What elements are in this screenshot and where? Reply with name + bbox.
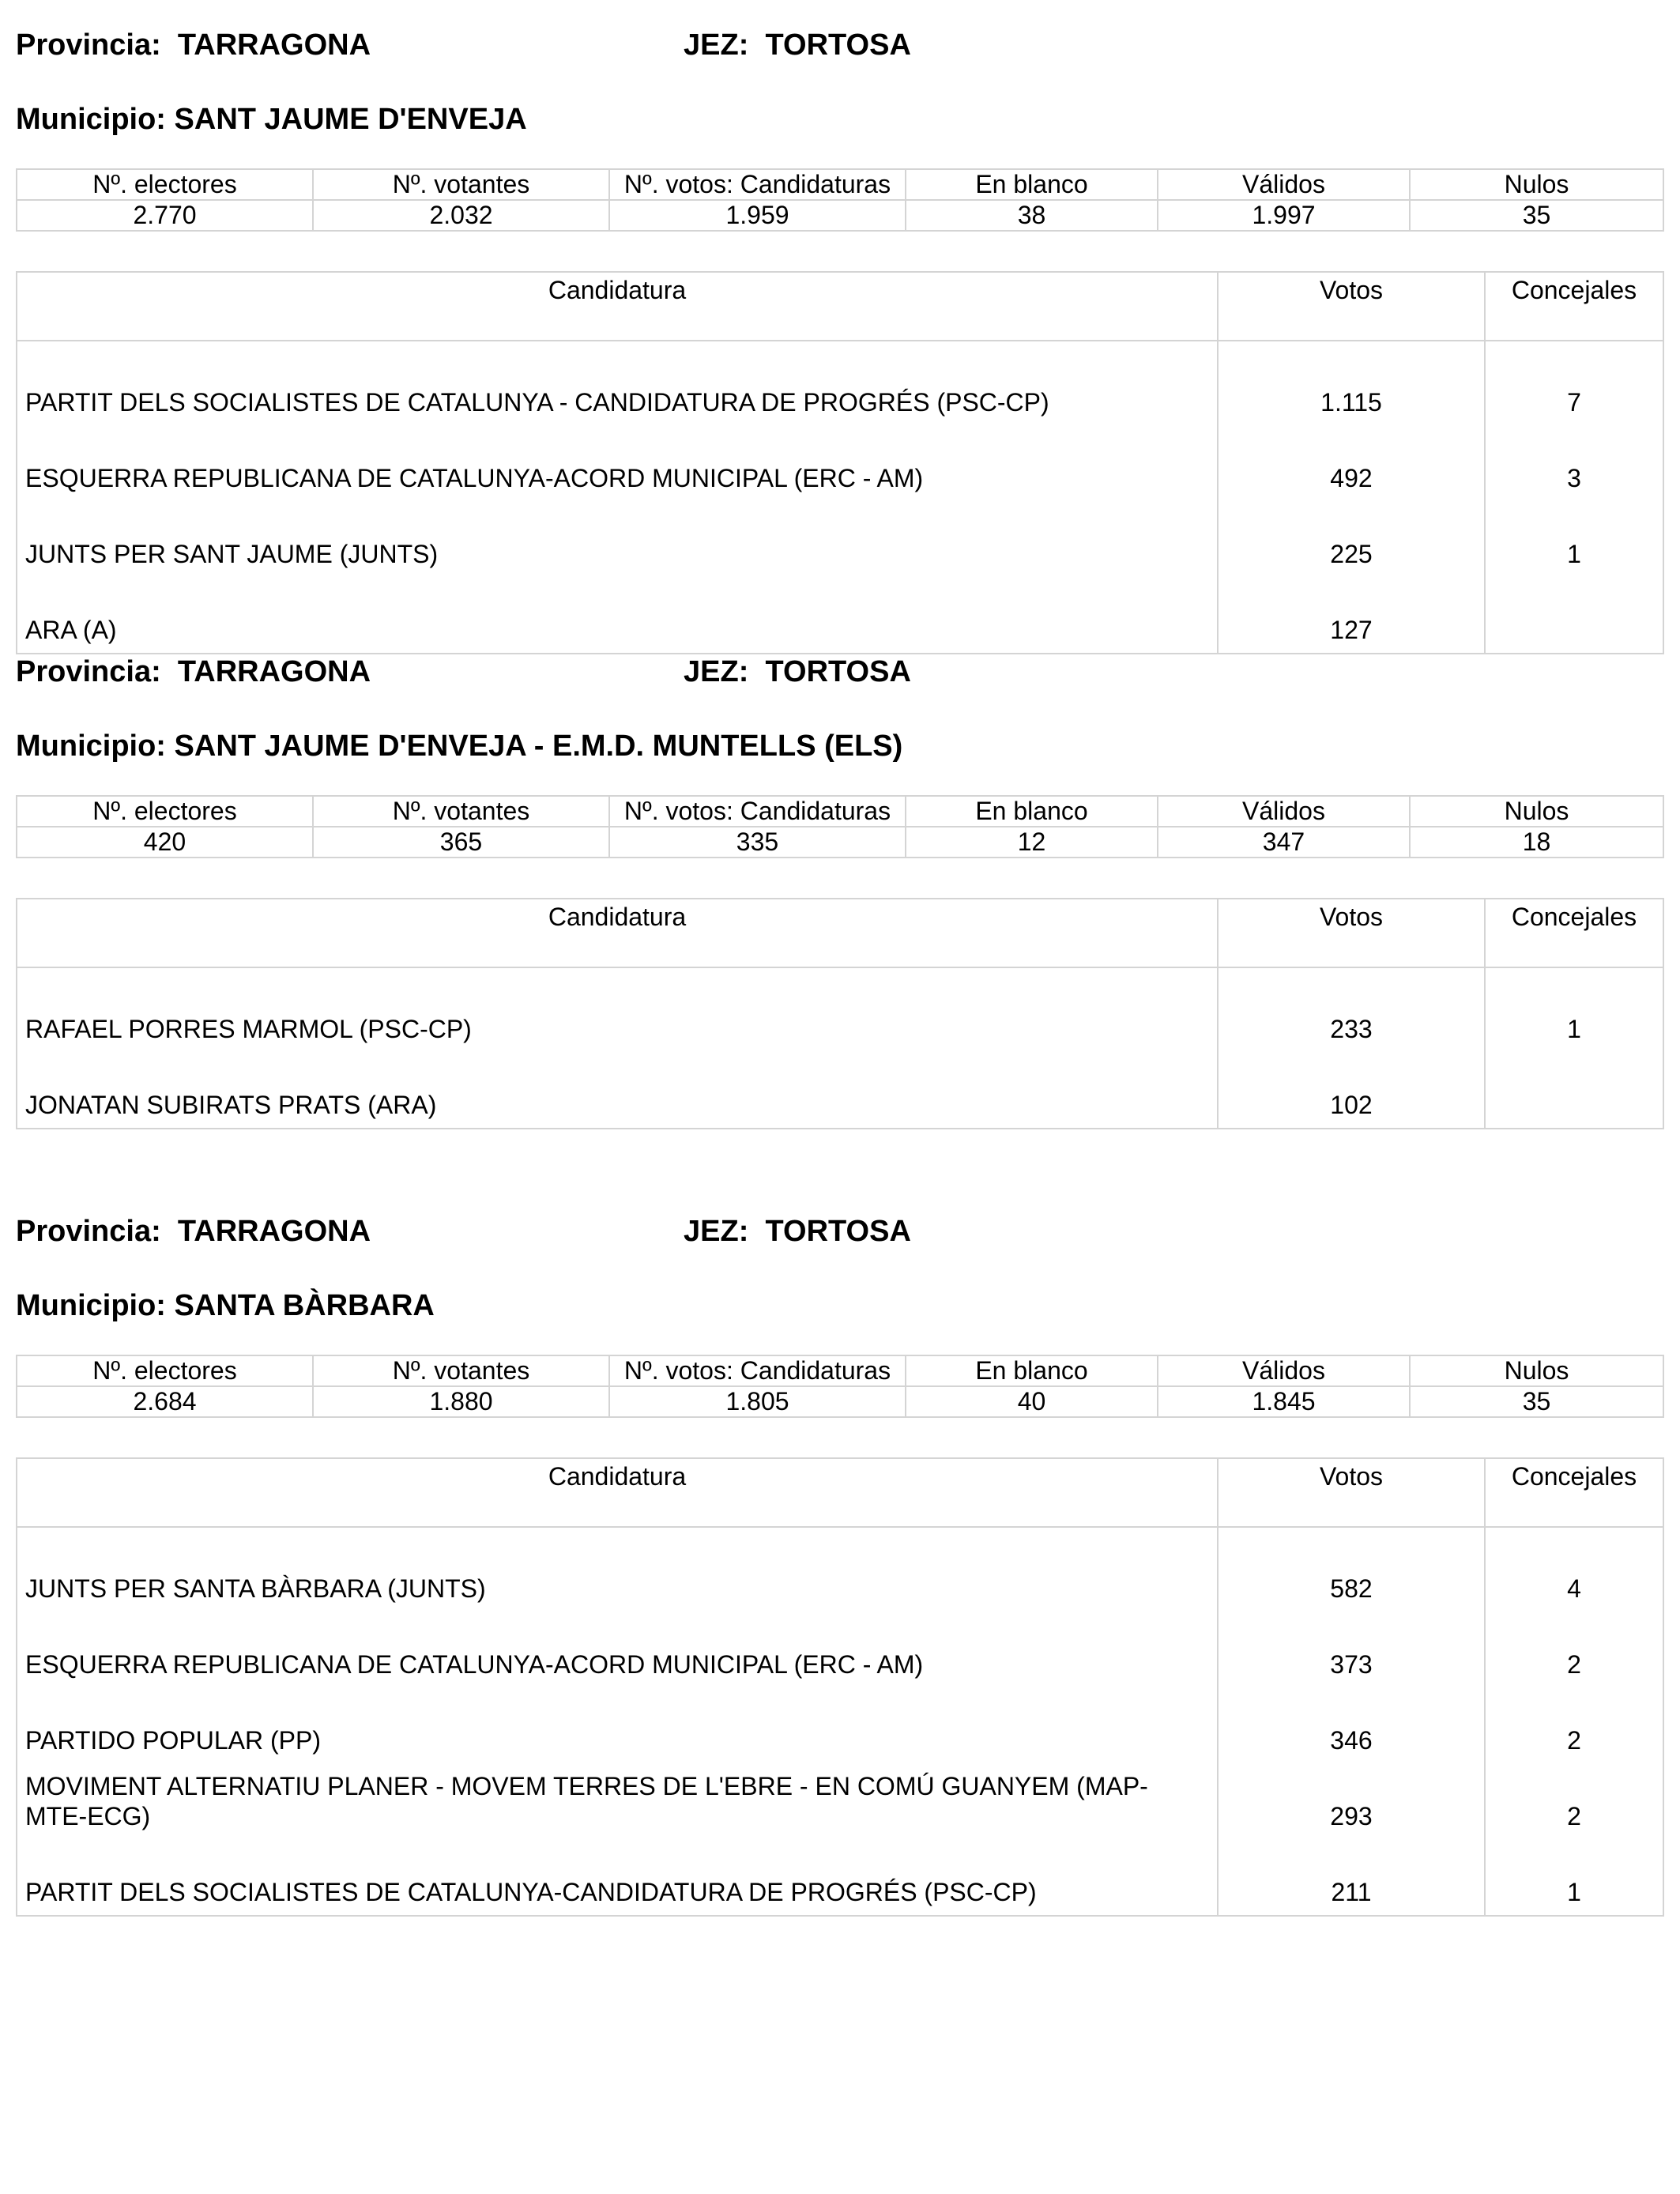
stat-header-votos-candidaturas: Nº. votos: Candidaturas xyxy=(609,796,906,827)
col-header-concejales: Concejales xyxy=(1485,899,1663,967)
candidate-votos: 346 xyxy=(1218,1687,1485,1763)
stats-value-row xyxy=(17,827,1663,858)
stat-header-electores: Nº. electores xyxy=(17,1355,313,1386)
candidate-concejales: 1 xyxy=(1485,1839,1663,1916)
stats-table xyxy=(16,168,1664,232)
candidate-row xyxy=(17,1527,1663,1612)
stat-validos: 347 xyxy=(1158,827,1410,858)
col-header-votos: Votos xyxy=(1218,1458,1485,1527)
provincia-label: Provincia: xyxy=(16,1215,161,1248)
stat-header-votos-candidaturas: Nº. votos: Candidaturas xyxy=(609,169,906,200)
candidate-row xyxy=(17,1687,1663,1763)
candidate-row xyxy=(17,577,1663,654)
candidate-row xyxy=(17,1763,1663,1839)
candidaturas-header-row xyxy=(17,899,1663,967)
stat-votos-candidaturas: 335 xyxy=(609,827,906,858)
candidate-name: PARTIT DELS SOCIALISTES DE CATALUNYA - CANDIDATURA DE PROGRÉS (PSC-CP) xyxy=(17,341,1218,425)
candidate-row xyxy=(17,1839,1663,1916)
stat-votantes: 2.032 xyxy=(313,200,609,231)
candidate-votos: 102 xyxy=(1218,1052,1485,1129)
candidaturas-table xyxy=(16,1457,1664,1917)
candidate-concejales: 1 xyxy=(1485,967,1663,1052)
candidate-name: JONATAN SUBIRATS PRATS (ARA) xyxy=(17,1052,1218,1129)
stat-header-nulos: Nulos xyxy=(1410,1355,1663,1386)
municipio-title xyxy=(16,726,1663,766)
stat-header-validos: Válidos xyxy=(1158,796,1410,827)
stat-votos-candidaturas: 1.805 xyxy=(609,1386,906,1417)
candidate-row xyxy=(17,1612,1663,1687)
municipio-label: Municipio: xyxy=(16,1289,166,1322)
stat-header-nulos: Nulos xyxy=(1410,169,1663,200)
stats-value-row xyxy=(17,1386,1663,1417)
stat-electores: 2.770 xyxy=(17,200,313,231)
jez-label: JEZ: xyxy=(684,655,749,688)
stat-validos: 1.997 xyxy=(1158,200,1410,231)
stat-votantes: 1.880 xyxy=(313,1386,609,1417)
stats-header-row xyxy=(17,796,1663,827)
candidate-votos: 582 xyxy=(1218,1527,1485,1612)
col-header-votos: Votos xyxy=(1218,272,1485,341)
stats-value-row xyxy=(17,200,1663,231)
candidate-votos: 1.115 xyxy=(1218,341,1485,425)
stat-header-validos: Válidos xyxy=(1158,1355,1410,1386)
stat-header-nulos: Nulos xyxy=(1410,796,1663,827)
municipio-value: SANTA BÀRBARA xyxy=(174,1289,435,1322)
candidate-concejales: 7 xyxy=(1485,341,1663,425)
provincia-jez-header xyxy=(16,652,1663,692)
candidate-concejales: 2 xyxy=(1485,1763,1663,1839)
candidate-concejales: 4 xyxy=(1485,1527,1663,1612)
col-header-concejales: Concejales xyxy=(1485,272,1663,341)
jez-value: TORTOSA xyxy=(765,28,911,62)
stat-nulos: 35 xyxy=(1410,1386,1663,1417)
provincia-value: TARRAGONA xyxy=(177,655,371,688)
municipio-label: Municipio: xyxy=(16,103,166,136)
candidate-row xyxy=(17,1052,1663,1129)
col-header-votos: Votos xyxy=(1218,899,1485,967)
stats-table xyxy=(16,795,1664,858)
municipio-title xyxy=(16,1286,1663,1325)
candidate-concejales: 3 xyxy=(1485,425,1663,501)
jez-value: TORTOSA xyxy=(765,1215,911,1248)
candidate-name: PARTIDO POPULAR (PP) xyxy=(17,1687,1218,1763)
candidaturas-header-row xyxy=(17,272,1663,341)
stat-header-en-blanco: En blanco xyxy=(906,796,1158,827)
candidaturas-header-row xyxy=(17,1458,1663,1527)
provincia-jez-header xyxy=(16,1212,1663,1251)
candidate-row xyxy=(17,425,1663,501)
candidate-concejales: 1 xyxy=(1485,501,1663,577)
col-header-candidatura: Candidatura xyxy=(17,899,1218,967)
stats-header-row xyxy=(17,1355,1663,1386)
stat-header-validos: Válidos xyxy=(1158,169,1410,200)
stat-header-votantes: Nº. votantes xyxy=(313,169,609,200)
candidate-votos: 492 xyxy=(1218,425,1485,501)
stat-electores: 2.684 xyxy=(17,1386,313,1417)
provincia-value: TARRAGONA xyxy=(177,28,371,62)
candidate-name: ESQUERRA REPUBLICANA DE CATALUNYA-ACORD MUNICIPAL (ERC - AM) xyxy=(17,1612,1218,1687)
stat-en-blanco: 12 xyxy=(906,827,1158,858)
jez-value: TORTOSA xyxy=(765,655,911,688)
candidate-concejales: 2 xyxy=(1485,1687,1663,1763)
municipio-value: SANT JAUME D'ENVEJA xyxy=(174,103,527,136)
candidate-votos: 233 xyxy=(1218,967,1485,1052)
candidate-name: JUNTS PER SANT JAUME (JUNTS) xyxy=(17,501,1218,577)
provincia-jez-header xyxy=(16,25,1663,65)
stat-en-blanco: 40 xyxy=(906,1386,1158,1417)
candidate-row xyxy=(17,967,1663,1052)
candidate-row xyxy=(17,341,1663,425)
stat-electores: 420 xyxy=(17,827,313,858)
stat-votantes: 365 xyxy=(313,827,609,858)
candidate-votos: 225 xyxy=(1218,501,1485,577)
stat-en-blanco: 38 xyxy=(906,200,1158,231)
candidate-votos: 373 xyxy=(1218,1612,1485,1687)
provincia-label: Provincia: xyxy=(16,28,161,62)
municipio-title xyxy=(16,100,1663,139)
stat-nulos: 18 xyxy=(1410,827,1663,858)
jez-label: JEZ: xyxy=(684,28,749,62)
municipio-label: Municipio: xyxy=(16,729,166,763)
stat-header-en-blanco: En blanco xyxy=(906,1355,1158,1386)
candidate-name: MOVIMENT ALTERNATIU PLANER - MOVEM TERRES DE L'EBRE - EN COMÚ GUANYEM (MAP-MTE-ECG) xyxy=(17,1763,1218,1839)
stats-header-row xyxy=(17,169,1663,200)
candidate-votos: 293 xyxy=(1218,1763,1485,1839)
stat-nulos: 35 xyxy=(1410,200,1663,231)
candidate-name: RAFAEL PORRES MARMOL (PSC-CP) xyxy=(17,967,1218,1052)
col-header-candidatura: Candidatura xyxy=(17,272,1218,341)
stat-header-electores: Nº. electores xyxy=(17,796,313,827)
candidate-name: ESQUERRA REPUBLICANA DE CATALUNYA-ACORD MUNICIPAL (ERC - AM) xyxy=(17,425,1218,501)
stat-header-votantes: Nº. votantes xyxy=(313,1355,609,1386)
candidaturas-table xyxy=(16,271,1664,654)
candidate-name: JUNTS PER SANTA BÀRBARA (JUNTS) xyxy=(17,1527,1218,1612)
stat-header-en-blanco: En blanco xyxy=(906,169,1158,200)
provincia-value: TARRAGONA xyxy=(177,1215,371,1248)
candidate-votos: 211 xyxy=(1218,1839,1485,1916)
jez-label: JEZ: xyxy=(684,1215,749,1248)
stat-header-votantes: Nº. votantes xyxy=(313,796,609,827)
candidate-name: PARTIT DELS SOCIALISTES DE CATALUNYA-CANDIDATURA DE PROGRÉS (PSC-CP) xyxy=(17,1839,1218,1916)
candidate-name: ARA (A) xyxy=(17,577,1218,654)
col-header-concejales: Concejales xyxy=(1485,1458,1663,1527)
candidate-concejales xyxy=(1485,1052,1663,1129)
candidate-concejales: 2 xyxy=(1485,1612,1663,1687)
provincia-label: Provincia: xyxy=(16,655,161,688)
stat-votos-candidaturas: 1.959 xyxy=(609,200,906,231)
candidate-row xyxy=(17,501,1663,577)
candidate-votos: 127 xyxy=(1218,577,1485,654)
stat-header-electores: Nº. electores xyxy=(17,169,313,200)
col-header-candidatura: Candidatura xyxy=(17,1458,1218,1527)
municipio-value: SANT JAUME D'ENVEJA - E.M.D. MUNTELLS (ELS) xyxy=(174,729,903,763)
stat-header-votos-candidaturas: Nº. votos: Candidaturas xyxy=(609,1355,906,1386)
candidate-concejales xyxy=(1485,577,1663,654)
candidaturas-table xyxy=(16,898,1664,1129)
stats-table xyxy=(16,1355,1664,1418)
stat-validos: 1.845 xyxy=(1158,1386,1410,1417)
